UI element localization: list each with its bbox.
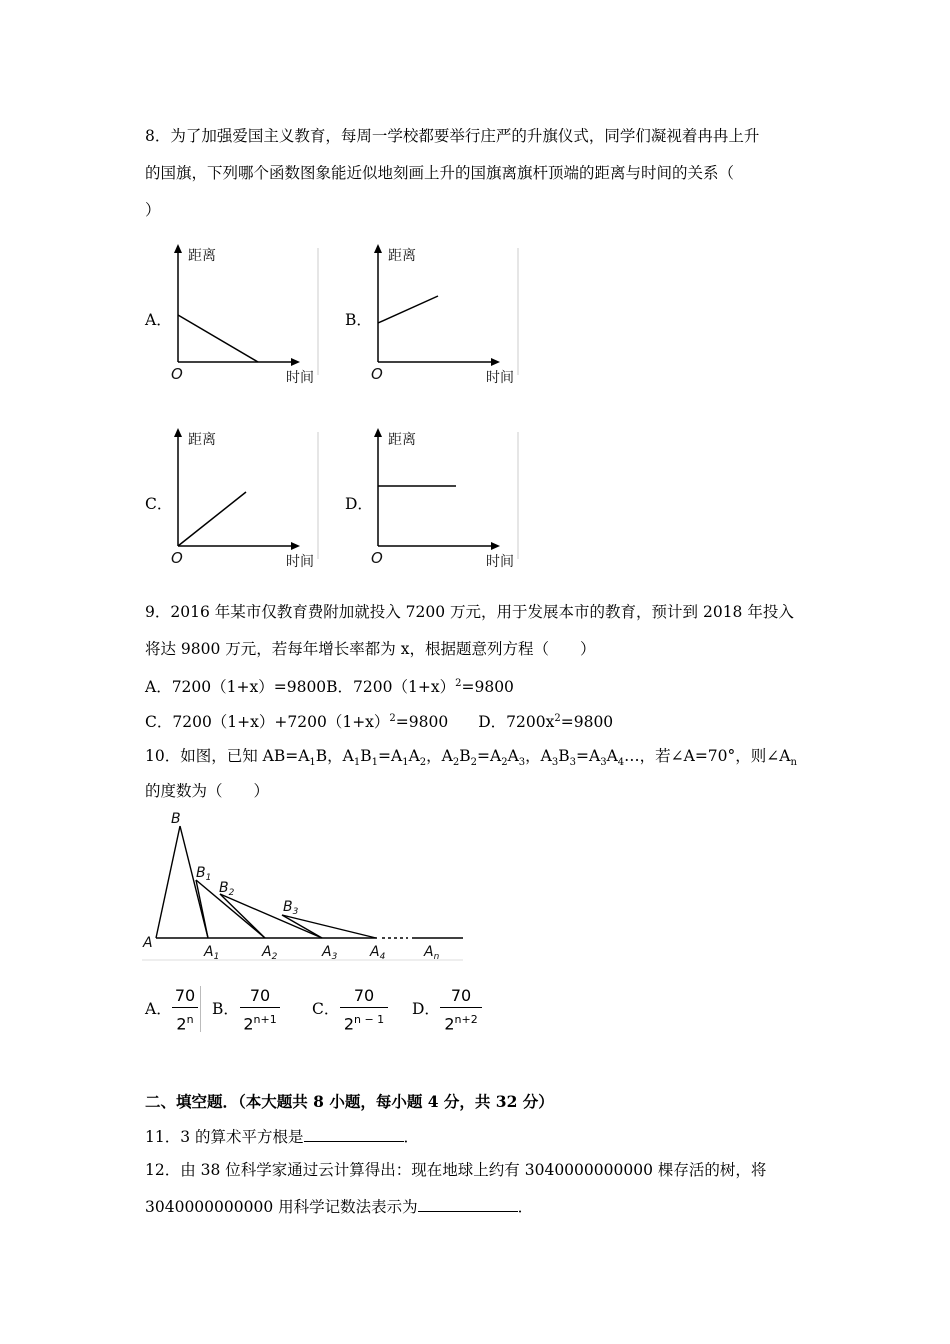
x-axis-label: 时间	[286, 370, 314, 386]
label-B1: $B_1$	[196, 865, 212, 883]
q10-figure	[142, 808, 467, 966]
y-axis-label: 距离	[388, 248, 416, 264]
q10-option-c-fraction: 70 $2^{n - 1}$	[340, 986, 388, 1034]
q10-option-d-fraction: 70 $2^{n+2}$	[440, 986, 482, 1034]
q10-option-b-fraction: 70 $2^{n+1}$	[240, 986, 280, 1034]
label-B2: $B_2$	[219, 880, 235, 898]
origin-label: O	[371, 549, 383, 567]
q9-line2: 将达 9800 万元，若每年增长率都为 x，根据题意列方程（ ）	[145, 640, 596, 658]
q8-option-d-label: D．	[345, 495, 373, 513]
q10-option-a-fraction: 70 2$^n$	[172, 986, 198, 1034]
section-heading: 二、填空题．（本大题共 8 小题，每小题 4 分，共 32 分）	[145, 1092, 554, 1111]
origin-label: O	[171, 365, 183, 383]
y-axis-label: 距离	[188, 432, 216, 448]
q9-options-ab	[145, 674, 514, 697]
label-A1: $A_1$	[204, 944, 220, 962]
q8-option-b-label: B．	[345, 311, 372, 329]
q9-option-b: B．$7200(1+x)^2=9800$	[326, 678, 514, 697]
q9-option-d: D．$7200x^2=9800$	[478, 713, 614, 732]
q10-option-a-label: A．	[145, 1000, 172, 1018]
x-axis-label: 时间	[486, 370, 514, 386]
q8-line3: ）	[145, 201, 161, 219]
q8-graph-a	[168, 240, 328, 388]
origin-label: O	[171, 549, 183, 567]
q10-option-c-label: C．	[312, 1000, 340, 1018]
label-B3: $B_3$	[283, 899, 299, 917]
label-B: B	[171, 811, 181, 827]
origin-label: O	[371, 365, 383, 383]
q8-option-a-label: A．	[145, 311, 172, 329]
q9-line1: 9．2016 年某市仅教育费附加就投入 7200 万元，用于发展本市的教育，预计到 2018 年投入	[145, 603, 794, 621]
y-axis-label: 距离	[188, 248, 216, 264]
q11: 11．3 的算术平方根是 ．	[145, 1128, 420, 1146]
q10-line1: 10．如图，已知 $AB=A_1B$，$A_1B_1=A_1A_2$，$A_2B_2=A_2A_3$，$A_3B_3=A_3A_4\dots$，若∠A=70°，则$\angle A_n$	[145, 747, 797, 769]
label-An: $A_n$	[424, 944, 440, 962]
q12-line2: 3040000000000 用科学记数法表示为 ．	[145, 1198, 534, 1216]
q9-option-c: C．$7200(1+x)+7200(1+x)^2=9800$	[145, 713, 449, 732]
q10-option-d-label: D．	[412, 1000, 440, 1018]
q12-line1: 12．由 38 位科学家通过云计算得出：现在地球上约有 3040000000000 棵存活的树，将	[145, 1161, 767, 1179]
q10-line2: 的度数为（ ）	[145, 782, 270, 800]
q8-graph-c	[168, 424, 328, 572]
y-axis-label: 距离	[388, 432, 416, 448]
q8-graph-d	[368, 424, 528, 572]
label-A2: $A_2$	[262, 944, 278, 962]
x-axis-label: 时间	[286, 554, 314, 570]
q8-graph-b	[368, 240, 528, 388]
q10-option-b-label: B．	[212, 1000, 239, 1018]
label-A3: $A_3$	[322, 944, 338, 962]
q11-answer-blank[interactable]	[304, 1127, 404, 1142]
q8-line1: 8．为了加强爱国主义教育，每周一学校都要举行庄严的升旗仪式，同学们凝视着冉冉上升	[145, 127, 760, 145]
q8-line2: 的国旗，下列哪个函数图象能近似地刻画上升的国旗离旗杆顶端的距离与时间的关系（	[145, 164, 735, 182]
q9-option-a: A．7200（1+x）=9800	[145, 678, 327, 697]
q9-options-cd	[145, 709, 613, 732]
q12-answer-blank[interactable]	[418, 1197, 518, 1212]
x-axis-label: 时间	[486, 554, 514, 570]
label-A4: $A_4$	[370, 944, 386, 962]
q8-option-c-label: C．	[145, 495, 173, 513]
label-A: A	[143, 935, 153, 951]
